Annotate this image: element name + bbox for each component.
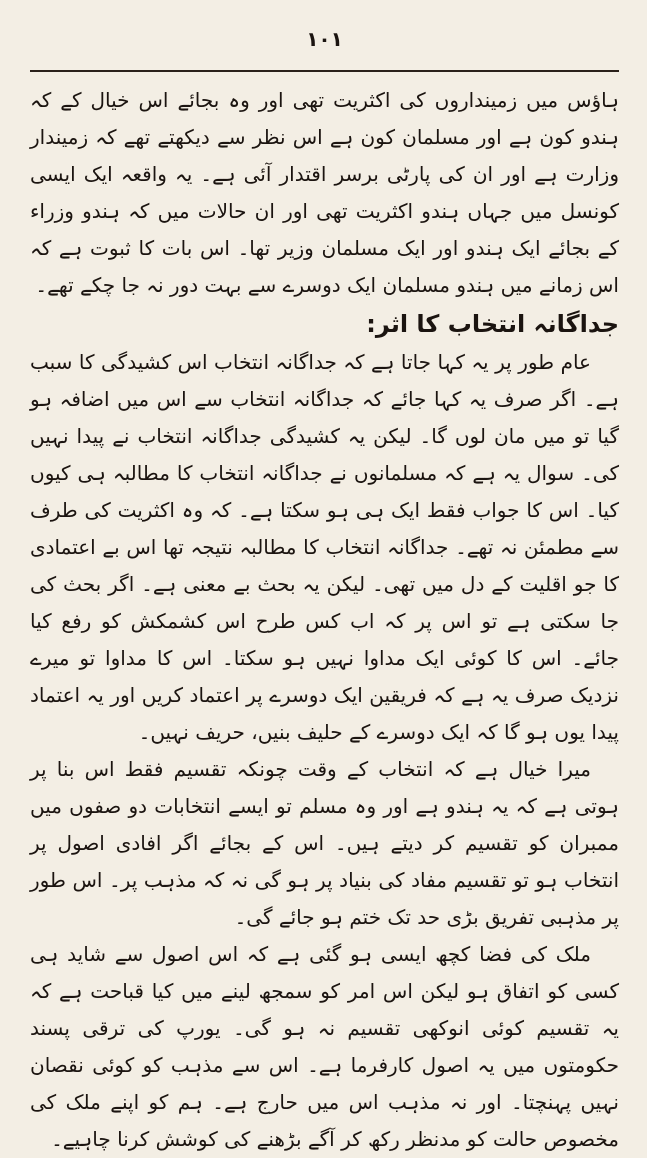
- paragraph-1: ہاؤس میں زمینداروں کی اکثریت تھی اور وہ بجائے اس خیال کے کہ ہندو کون ہے اور مسلمان کون ہے اس نظر سے دیکھتے تھے کہ زمیندار وزارت ہے اور ان کی پارٹی برسر اقتدار آئی ہے۔ یہ واقعہ ایک ایسی کونسل میں جہاں ہندو اکثریت تھی اور ان حالات میں کہ ہندو وزراء کے بجائے ایک ہندو اور ایک مسلمان وزیر تھا۔ اس بات کا ثبوت ہے کہ اس زمانے میں ہندو مسلمان ایک دوسرے سے بہت دور نہ جا چکے تھے۔: [30, 88, 619, 297]
- page-body: [30, 82, 619, 1158]
- paragraph-2: عام طور پر یہ کہا جاتا ہے کہ جداگانہ انتخاب اس کشیدگی کا سبب ہے۔ اگر صرف یہ کہا جائے کہ جداگانہ انتخاب سے اس میں اضافہ ہو گیا تو میں مان لوں گا۔ لیکن یہ کشیدگی جداگانہ انتخاب نے پیدا نہیں کی۔ سوال یہ ہے کہ مسلمانوں نے جداگانہ انتخاب کا مطالبہ ہی کیوں کیا۔ اس کا جواب فقط ایک ہی ہو سکتا ہے۔ کہ وہ اکثریت کی طرف سے مطمئن نہ تھے۔ جداگانہ انتخاب کا مطالبہ نتیجہ تھا اس بے اعتمادی کا جو اقلیت کے دل میں تھی۔ لیکن یہ بحث بے معنی ہے۔ اگر بحث کی جا سکتی ہے تو اس پر کہ اب کس طرح اس کشمکش کو رفع کیا جائے۔ اس کا کوئی ایک مداوا نہیں ہو سکتا۔ اس کا مداوا تو میرے نزدیک صرف یہ ہے کہ فریقین ایک دوسرے پر اعتماد کریں اور یہ اعتماد پیدا یوں ہو گا کہ ایک دوسرے کے حلیف بنیں، حریف نہیں۔: [30, 350, 619, 744]
- paragraph-4: ملک کی فضا کچھ ایسی ہو گئی ہے کہ اس اصول سے شاید ہی کسی کو اتفاق ہو لیکن اس امر کو سمجھ لینے میں کیا قباحت ہے کہ یہ تقسیم کوئی انوکھی تقسیم نہ ہو گی۔ یورپ کی ترقی پسند حکومتوں میں یہ اصول کارفرما ہے۔ اس سے مذہب کو کوئی نقصان نہیں پہنچتا۔ اور نہ مذہب اس میں حارج ہے۔ ہم کو اپنے ملک کی مخصوص حالت کو مدنظر رکھ کر آگے بڑھنے کی کوشش کرنا چاہیے۔: [30, 942, 619, 1151]
- section-heading: جداگانہ انتخاب کا اثر:: [366, 310, 619, 338]
- paragraph-3: میرا خیال ہے کہ انتخاب کے وقت چونکہ تقسیم فقط اس بنا پر ہوتی ہے کہ یہ ہندو ہے اور وہ مسلم تو ایسے انتخابات دو صفوں میں ممبران کو تقسیم کر دیتے ہیں۔ اس کے بجائے اگر افادی اصول پر انتخاب ہو تو تقسیم مفاد کی بنیاد پر ہو گی نہ کہ مذہب پر۔ اس طور پر مذہبی تفریق بڑی حد تک ختم ہو جائے گی۔: [30, 757, 619, 929]
- page-number: ۱۰۱: [306, 27, 343, 51]
- header-rule: [30, 70, 619, 72]
